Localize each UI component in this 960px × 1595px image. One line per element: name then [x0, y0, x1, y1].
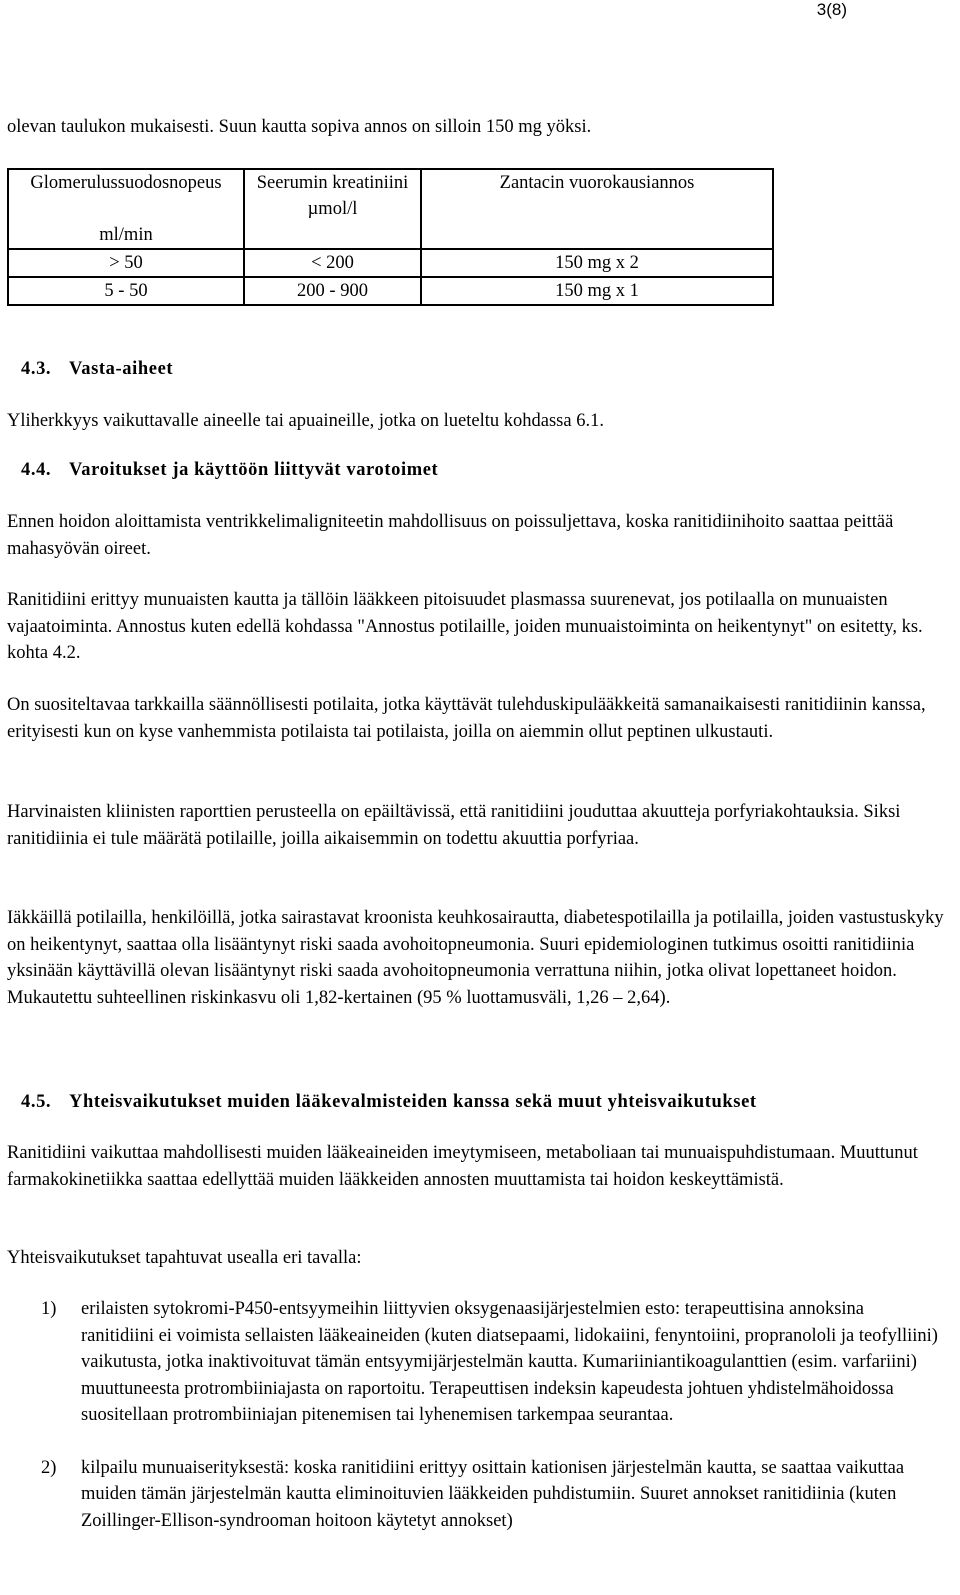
header-creatinine — [244, 169, 421, 249]
section-4-3-heading — [21, 356, 173, 383]
section-title: Varoitukset ja käyttöön liittyvät varotoimet — [69, 460, 439, 480]
section-title: Yhteisvaikutukset muiden lääkevalmisteiden kanssa sekä muut yhteisvaikutukset — [69, 1092, 757, 1112]
section-title: Vasta-aiheet — [69, 359, 174, 379]
cell-gfr: > 50 — [8, 249, 244, 277]
table-row — [8, 249, 773, 277]
paragraph: Iäkkäillä potilailla, henkilöillä, jotka sairastavat kroonista keuhkosairautta, diabetespotilailla ja potilailla, joiden vastustuskyky on heikentynyt, saattaa olla lisääntynyt riski saada avohoitopneumonia. Suuri epidemiologinen tutkimus osoitti ranitidiinia yksinään käyttävillä olevan lisääntynyt riski saada avohoitopneumonia verrattuna niihin, jotka olivat lopettaneet hoidon. Mukautettu suhteellinen riskinkasvu oli 1,82-kertainen (95 % luottamusväli, 1,26 – 2,64). — [7, 908, 944, 1008]
paragraph: Ranitidiini erittyy munuaisten kautta ja tällöin lääkkeen pitoisuudet plasmassa suurenevat, jos potilaalla on munuaisten vajaatoiminta. Annostus kuten edellä kohdassa "Annostus potilaille, joiden munuaistoiminta on heikentynyt" on esitetty, ks. kohta 4.2. — [7, 590, 923, 663]
paragraph: Yhteisvaikutukset tapahtuvat usealla eri tavalla: — [7, 1248, 362, 1268]
list-marker: 2) — [41, 1457, 57, 1478]
list-marker: 1) — [41, 1299, 57, 1319]
section-4-5-heading — [21, 1089, 757, 1116]
header-gfr — [8, 169, 244, 249]
header-dose: Zantacin vuorokausiannos — [421, 169, 773, 249]
dose-table-header-row — [8, 169, 773, 249]
table-row — [8, 277, 773, 305]
cell-dose: 150 mg x 2 — [421, 249, 773, 277]
header-gfr-unit: ml/min — [99, 225, 153, 245]
list-item-text: kilpailu munuaiserityksestä: koska ranitidiini erittyy osittain kationisen järjestelmän kautta, se saattaa vaikuttaa muiden tämän järjestelmän kautta eliminoituvien lääkkeiden puhdistumiin. Suuret annokset ranitidiinia (kuten Zoillinger-Ellison-syndrooman hoitoon käytetyt annokset) — [81, 1457, 905, 1531]
paragraph: Ennen hoidon aloittamista ventrikkelimaligniteetin mahdollisuus on poissuljettava, koska ranitidiinihoito saattaa peittää mahasyövän oireet. — [7, 512, 894, 559]
section-4-3-text: Yliherkkyys vaikuttavalle aineelle tai apuaineille, jotka on lueteltu kohdassa 6.1. — [7, 411, 604, 431]
list-item — [0, 1455, 940, 1535]
list-item — [0, 1296, 940, 1429]
cell-gfr: 5 - 50 — [8, 277, 244, 305]
interaction-list — [0, 1296, 940, 1560]
cell-creatinine: < 200 — [244, 249, 421, 277]
cell-dose: 150 mg x 1 — [421, 277, 773, 305]
dose-table — [7, 168, 774, 306]
list-item-text: erilaisten sytokromi-P450-entsyymeihin liittyvien oksygenaasijärjestelmien esto: terapeuttisina annoksina ranitidiini ei voimista sellaisten lääkeaineiden (kuten diatsepaami, lidokaiini, fenyntoiini, propranololi ja teofylliini) vaikutusta, jotka inaktivoituvat tämän entsyymijärjestelmän kautta. Kumariiniantikoagulanttien (esim. varfariini) muuttuneesta protrombiiniajasta on raportoitu. Terapeuttisen indeksin kapeudesta johtuen yhdistelmähoidossa suositellaan protrombiiniajan pitenemisen tai lyhenemisen tarkempaa seurantaa. — [81, 1299, 938, 1425]
section-4-4-heading — [21, 457, 438, 484]
header-creatinine-unit: µmol/l — [307, 199, 358, 219]
intro-paragraph: olevan taulukon mukaisesti. Suun kautta sopiva annos on silloin 150 mg yöksi. — [7, 117, 592, 137]
header-creatinine-label: Seerumin kreatiniini — [256, 173, 409, 193]
paragraph: Ranitidiini vaikuttaa mahdollisesti muiden lääkeaineiden imeytymiseen, metaboliaan tai munuaispuhdistumaan. Muuttunut farmakokinetiikka saattaa edellyttää muiden lääkkeiden annosten muuttamista tai hoidon keskeyttämistä. — [7, 1143, 918, 1190]
section-number: 4.5. — [21, 1092, 52, 1112]
paragraph: On suositeltavaa tarkkailla säännöllisesti potilaita, jotka käyttävät tulehduskipulääkkeitä samanaikaisesti ranitidiinin kanssa, erityisesti kun on kyse vanhemmista potilaista tai potilaista, joilla on aiemmin ollut peptinen ulkustauti. — [7, 695, 926, 742]
section-number: 4.4. — [21, 460, 52, 480]
cell-creatinine: 200 - 900 — [244, 277, 421, 305]
paragraph: Harvinaisten kliinisten raporttien perusteella on epäiltävissä, että ranitidiini jouduttaa akuutteja porfyriakohtauksia. Siksi ranitidiinia ei tule määrätä potilaille, joilla aikaisemmin on todettu akuuttia porfyriaa. — [7, 802, 901, 849]
page-number: 3(8) — [816, 0, 847, 19]
header-gfr-label: Glomerulussuodosnopeus — [30, 173, 222, 193]
section-number: 4.3. — [21, 359, 52, 379]
